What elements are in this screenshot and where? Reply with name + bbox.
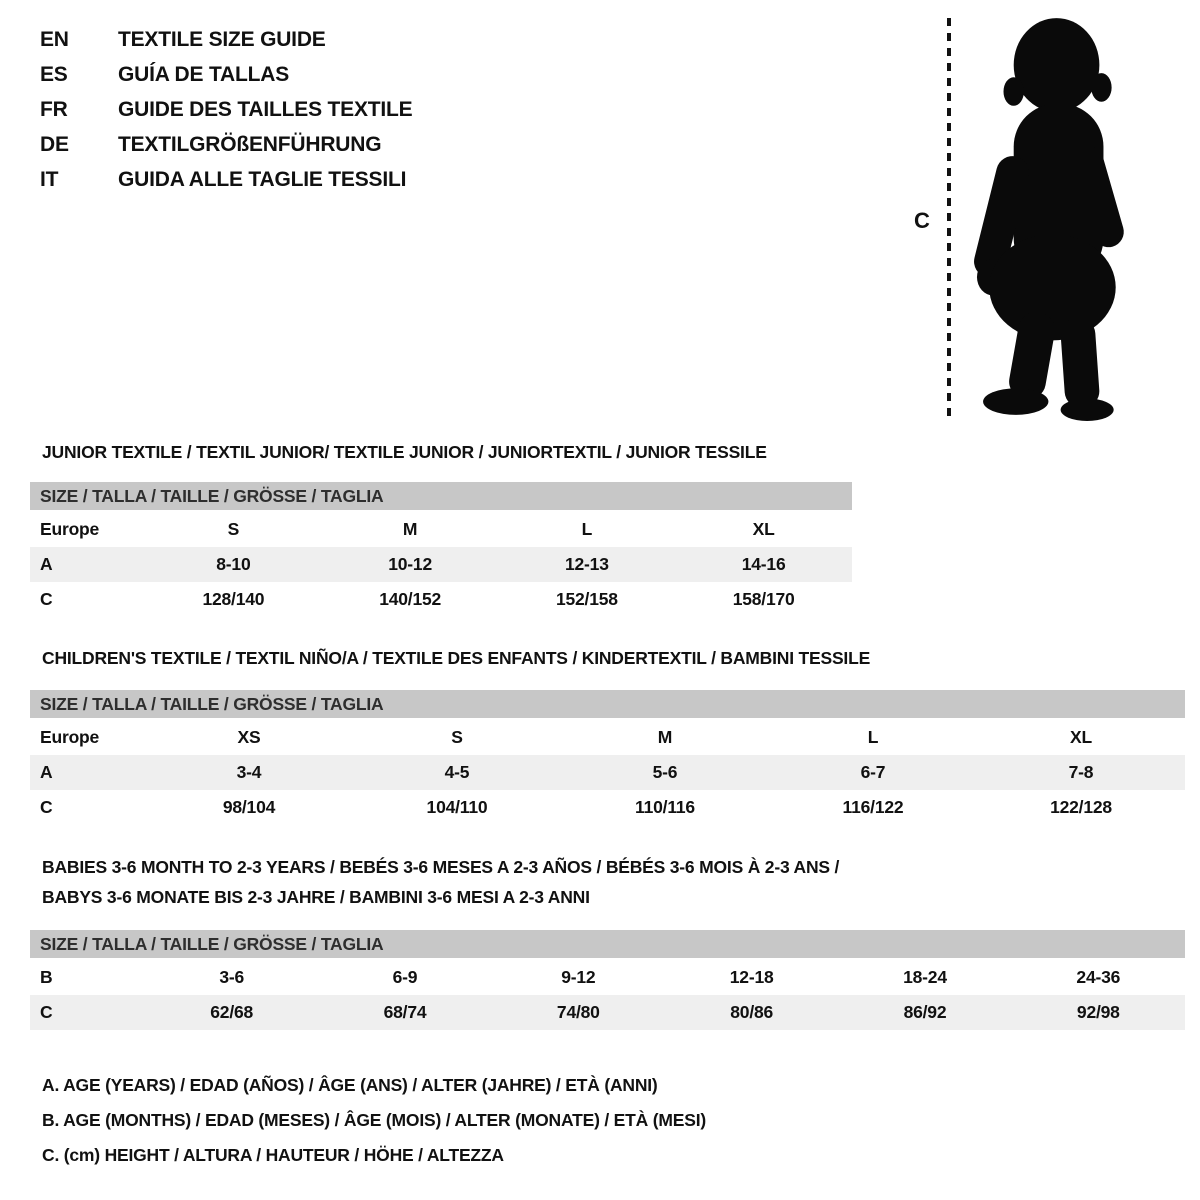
row-label: C (40, 1002, 53, 1022)
guide-title: TEXTILE SIZE GUIDE (118, 28, 326, 51)
table-cell: XL (752, 519, 775, 539)
note-line: A. AGE (YEARS) / EDAD (AÑOS) / ÂGE (ANS) / ALTER (JAHRE) / ETÀ (ANNI) (42, 1075, 658, 1095)
table-cell: 140/152 (379, 589, 442, 609)
table-row (30, 720, 1185, 755)
guide-title: GUIDE DES TAILLES TEXTILE (118, 98, 413, 121)
section-title: CHILDREN'S TEXTILE / TEXTIL NIÑO/A / TEXTILE DES ENFANTS / KINDERTEXTIL / BAMBINI TESSILE (42, 648, 871, 668)
table-cell: 80/86 (730, 1002, 774, 1022)
size-guide-section (30, 643, 1185, 825)
language-row (40, 162, 412, 197)
table-cell: 14-16 (741, 554, 786, 574)
guide-title: GUÍA DE TALLAS (118, 63, 290, 86)
language-title-list (40, 22, 412, 197)
language-row (40, 22, 412, 57)
language-code: EN (40, 28, 69, 51)
guide-title: TEXTILGRÖßENFÜHRUNG (118, 133, 382, 156)
table-cell: 158/170 (732, 589, 795, 609)
table-cell: S (227, 519, 240, 539)
language-row (40, 127, 412, 162)
language-row (40, 92, 412, 127)
table-cell: M (657, 727, 673, 747)
section-title: BABYS 3-6 MONATE BIS 2-3 JAHRE / BAMBINI 3-6 MESI A 2-3 ANNI (42, 887, 590, 907)
note-line: B. AGE (MONTHS) / EDAD (MESES) / ÂGE (MOIS) / ALTER (MONATE) / ETÀ (MESI) (42, 1110, 706, 1130)
table-row (30, 512, 852, 547)
table-cell: M (402, 519, 418, 539)
table-cell: 3-4 (236, 762, 262, 782)
table-cell: 116/122 (842, 797, 904, 817)
table-cell: 7-8 (1068, 762, 1094, 782)
table-cell: 8-10 (216, 554, 251, 574)
table-cell: L (867, 727, 879, 747)
language-row (40, 57, 412, 92)
row-label: B (40, 967, 53, 987)
table-cell: 6-9 (392, 967, 418, 987)
table-cell: 74/80 (556, 1002, 600, 1022)
table-cell: 86/92 (903, 1002, 947, 1022)
size-table-header: SIZE / TALLA / TAILLE / GRÖSSE / TAGLIA (30, 482, 852, 510)
child-figure-area (900, 12, 1200, 430)
table-cell: 12-18 (729, 967, 774, 987)
table-cell: 12-13 (564, 554, 609, 574)
row-label: Europe (40, 519, 100, 539)
size-table-header: SIZE / TALLA / TAILLE / GRÖSSE / TAGLIA (30, 690, 1185, 718)
table-cell: XS (237, 727, 261, 747)
table-cell: 4-5 (444, 762, 470, 782)
table-cell: 18-24 (903, 967, 947, 987)
row-label: A (40, 554, 53, 574)
toddler-silhouette-icon (962, 14, 1147, 422)
size-table-header: SIZE / TALLA / TAILLE / GRÖSSE / TAGLIA (30, 930, 1185, 958)
size-table (30, 690, 1185, 825)
section-title-block (30, 852, 1185, 912)
note-line: C. (cm) HEIGHT / ALTURA / HAUTEUR / HÖHE / ALTEZZA (42, 1145, 504, 1165)
guide-title: GUIDA ALLE TAGLIE TESSILI (118, 168, 407, 191)
table-cell: 128/140 (202, 589, 265, 609)
table-cell: 5-6 (652, 762, 678, 782)
table-cell: 122/128 (1050, 797, 1112, 817)
language-code: IT (40, 168, 59, 191)
section-title-block (30, 643, 1185, 673)
table-row (30, 960, 1185, 995)
height-measure-label: C (914, 208, 930, 233)
table-row (30, 755, 1185, 790)
table-cell: 104/110 (426, 797, 488, 817)
section-title: BABIES 3-6 MONTH TO 2-3 YEARS / BEBÉS 3-6 MESES A 2-3 AÑOS / BÉBÉS 3-6 MOIS À 2-3 ANS / (42, 857, 840, 877)
table-row (30, 582, 852, 617)
row-label: C (40, 589, 53, 609)
table-cell: 9-12 (561, 967, 596, 987)
language-code: DE (40, 133, 69, 156)
size-table (30, 930, 1185, 1030)
row-label: C (40, 797, 53, 817)
table-cell: 24-36 (1076, 967, 1121, 987)
table-cell: XL (1070, 727, 1092, 747)
table-cell: 3-6 (219, 967, 245, 987)
section-title-block (30, 437, 852, 467)
language-code: FR (40, 98, 68, 121)
size-table (30, 482, 852, 617)
size-guide-section (30, 852, 1185, 1030)
table-cell: 110/116 (635, 797, 695, 817)
table-cell: 98/104 (222, 797, 276, 817)
table-cell: 68/74 (383, 1002, 427, 1022)
section-title: JUNIOR TEXTILE / TEXTIL JUNIOR/ TEXTILE JUNIOR / JUNIORTEXTIL / JUNIOR TESSILE (42, 442, 767, 462)
language-code: ES (40, 63, 68, 86)
row-label: A (40, 762, 53, 782)
table-cell: 152/158 (555, 589, 618, 609)
row-label: Europe (40, 727, 100, 747)
table-row (30, 790, 1185, 825)
measure-notes (42, 1068, 706, 1173)
height-dashed-line-icon (946, 18, 952, 422)
table-row (30, 547, 852, 582)
table-cell: 10-12 (388, 554, 432, 574)
table-cell: 62/68 (210, 1002, 254, 1022)
table-cell: 92/98 (1076, 1002, 1120, 1022)
table-row (30, 995, 1185, 1030)
table-cell: 6-7 (860, 762, 886, 782)
table-cell: L (581, 519, 593, 539)
size-guide-section (30, 437, 852, 617)
table-cell: S (451, 727, 463, 747)
